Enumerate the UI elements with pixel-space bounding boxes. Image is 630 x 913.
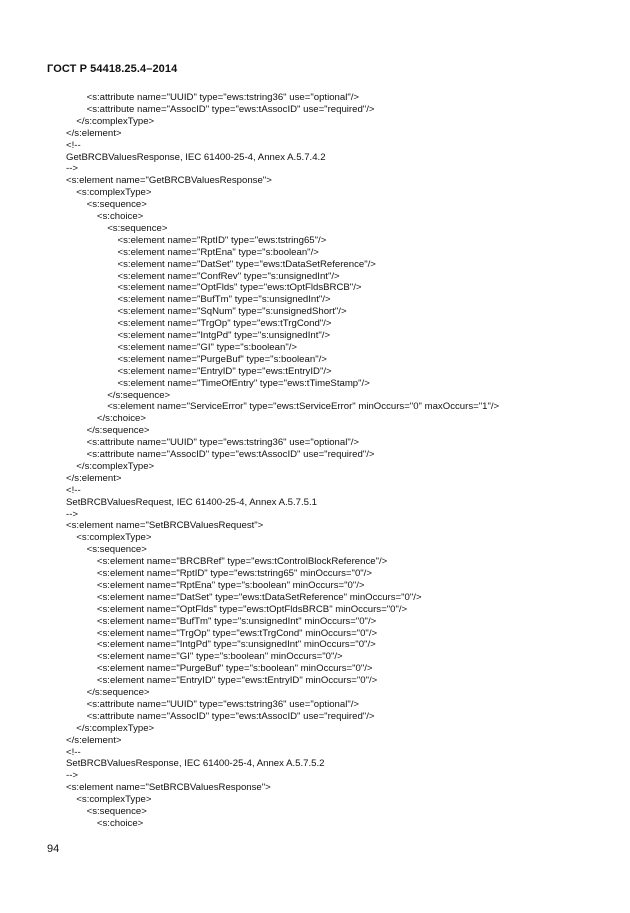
code-line: <s:element name="ServiceError" type="ews:tServiceError" minOccurs="0" maxOccurs="1"/>	[107, 401, 500, 413]
code-line: <s:attribute name="AssocID" type="ews:tAssocID" use="required"/>	[86, 449, 375, 460]
code-line: <s:attribute name="AssocID" type="ews:tAssocID" use="required"/>	[86, 103, 375, 115]
code-line: <!--	[66, 484, 81, 496]
code-line: <s:element name="BufTm" type="s:unsignedInt"/>	[117, 294, 331, 306]
code-line: -->	[66, 770, 78, 782]
code-line: <s:sequence>	[86, 199, 147, 211]
code-line: SetBRCBValuesRequest, IEC 61400-25-4, Annex A.5.7.5.1	[66, 496, 318, 508]
code-line: <s:element name="OptFlds" type="ews:tOptFldsBRCB"/>	[117, 282, 362, 294]
code-line: -->	[66, 163, 78, 175]
code-line: <s:sequence>	[86, 806, 147, 817]
code-line: SetBRCBValuesResponse, IEC 61400-25-4, Annex A.5.7.5.2	[66, 758, 325, 770]
code-line: <s:sequence>	[107, 222, 168, 234]
code-line: <s:element name="RptID" type="ews:tstring65"/>	[117, 234, 327, 246]
code-line: <s:element name="EntryID" type="ews:tEntryID" minOccurs="0"/>	[96, 675, 378, 687]
code-line: <s:element name="BRCBRef" type="ews:tControlBlockReference"/>	[96, 556, 388, 568]
document-header: ГОСТ Р 54418.25.4–2014	[47, 63, 178, 75]
code-line: <s:element name="IntgPd" type="s:unsignedInt"/>	[117, 330, 331, 341]
code-line: <s:attribute name="UUID" type="ews:tstring36" use="optional"/>	[86, 437, 360, 449]
code-line: </s:sequence>	[86, 425, 150, 437]
code-line: GetBRCBValuesResponse, IEC 61400-25-4, Annex A.5.7.4.2	[66, 151, 326, 163]
code-line: </s:complexType>	[76, 722, 155, 734]
code-line: <s:element name="RptEna" type="s:boolean"/>	[117, 246, 319, 258]
code-line: </s:sequence>	[107, 389, 171, 401]
code-line: <s:element name="PurgeBuf" type="s:boolean" minOccurs="0"/>	[96, 663, 373, 675]
code-line: <s:complexType>	[76, 532, 152, 544]
code-line: <s:element name="RptID" type="ews:tstring65" minOccurs="0"/>	[96, 568, 372, 579]
code-line: <s:element name="TimeOfEntry" type="ews:tTimeStamp"/>	[117, 377, 370, 389]
code-line: <s:element name="PurgeBuf" type="s:boolean"/>	[117, 353, 327, 365]
code-line: </s:element>	[66, 472, 122, 484]
page-number: 94	[47, 843, 60, 855]
code-line: <s:attribute name="UUID" type="ews:tstring36" use="optional"/>	[86, 698, 360, 710]
code-line: <s:element name="TrgOp" type="ews:tTrgCond" minOccurs="0"/>	[96, 627, 378, 639]
code-line: <s:element name="SqNum" type="s:unsignedShort"/>	[117, 306, 347, 318]
code-line: <s:element name="GetBRCBValuesResponse">	[66, 175, 272, 187]
code-line: <s:element name="GI" type="s:boolean" minOccurs="0"/>	[96, 651, 343, 663]
code-line: <s:choice>	[96, 817, 144, 829]
code-line: <s:element name="DatSet" type="ews:tDataSetReference" minOccurs="0"/>	[96, 591, 422, 603]
code-line: <s:element name="IntgPd" type="s:unsignedInt" minOccurs="0"/>	[96, 639, 376, 651]
code-line: <s:element name="SetBRCBValuesResponse">	[66, 782, 271, 794]
code-line: </s:element>	[66, 127, 122, 139]
code-line: <s:element name="ConfRev" type="s:unsignedInt"/>	[117, 270, 340, 282]
code-line: <s:element name="BufTm" type="s:unsignedInt" minOccurs="0"/>	[96, 615, 377, 627]
code-line: <s:sequence>	[86, 544, 147, 556]
code-line: <s:element name="SetBRCBValuesRequest">	[66, 520, 264, 532]
code-line: <s:element name="DatSet" type="ews:tDataSetReference"/>	[117, 258, 376, 270]
code-line: <s:element name="TrgOp" type="ews:tTrgCond"/>	[117, 318, 332, 330]
code-line: <s:complexType>	[76, 794, 152, 806]
code-line: </s:complexType>	[76, 115, 155, 127]
code-line: </s:element>	[66, 734, 122, 746]
code-line: <s:complexType>	[76, 187, 152, 199]
code-line: </s:sequence>	[86, 687, 150, 698]
code-line: <s:element name="RptEna" type="s:boolean" minOccurs="0"/>	[96, 579, 365, 591]
code-line: </s:complexType>	[76, 460, 155, 472]
code-line: -->	[66, 508, 78, 520]
code-line: <!--	[66, 139, 81, 151]
code-line: <s:element name="OptFlds" type="ews:tOptFldsBRCB" minOccurs="0"/>	[96, 603, 408, 615]
code-line: </s:choice>	[96, 413, 146, 425]
code-line: <s:element name="GI" type="s:boolean"/>	[117, 341, 297, 353]
code-line: <s:attribute name="AssocID" type="ews:tAssocID" use="required"/>	[86, 710, 375, 722]
code-line: <s:element name="EntryID" type="ews:tEntryID"/>	[117, 365, 332, 377]
code-line: <s:choice>	[96, 211, 144, 222]
code-line: <!--	[66, 746, 81, 758]
code-line: <s:attribute name="UUID" type="ews:tstring36" use="optional"/>	[86, 92, 360, 103]
